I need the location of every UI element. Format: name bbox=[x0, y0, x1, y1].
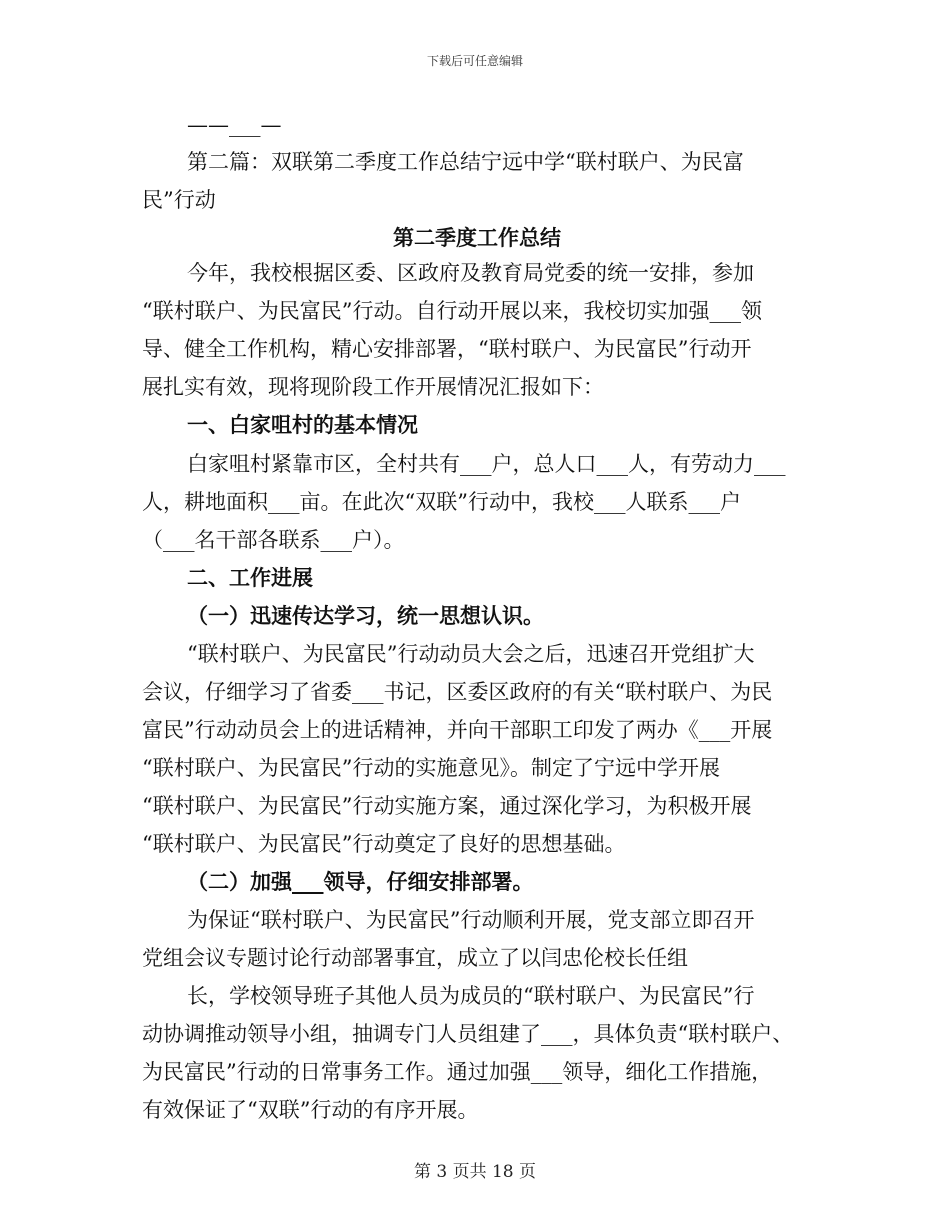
paragraph-line: 展扎实有效，现将现阶段工作开展情况汇报如下： bbox=[142, 375, 604, 399]
paragraph-line: 导、健全工作机构，精心安排部署，“联村联户、为民富民”行动开 bbox=[142, 337, 752, 361]
page-footer: 第 3 页共 18 页 bbox=[413, 1162, 537, 1182]
page-header: 下载后可任意编辑 bbox=[426, 54, 523, 68]
separator-line: ——___— bbox=[187, 113, 282, 137]
paragraph-line: 党组会议专题讨论行动部署事宜，成立了以闫忠伦校长任组 bbox=[142, 946, 688, 970]
subheading: 一、白家咀村的基本情况 bbox=[187, 412, 418, 437]
paragraph-line: “联村联户、为民富民”行动。自行动开展以来，我校切实加强___领 bbox=[142, 299, 762, 323]
paragraph-line: 动协调推动领导小组，抽调专门人员组建了___，具体负责“联村联户、 bbox=[142, 1022, 794, 1046]
section-heading: 第二季度工作总结 bbox=[393, 225, 561, 250]
paragraph-line: 白家咀村紧靠市区，全村共有___户，总人口___人，有劳动力___ bbox=[187, 452, 786, 476]
paragraph-line: “联村联户、为民富民”行动的实施意见》。制定了宁远中学开展 bbox=[142, 756, 720, 780]
chapter-title: 第二篇：双联第二季度工作总结宁远中学“联村联户、为民富 bbox=[187, 150, 744, 174]
paragraph-line: 人，耕地面积___亩。在此次“双联”行动中，我校___人联系___户 bbox=[142, 490, 741, 514]
paragraph-line: 有效保证了“双联”行动的有序开展。 bbox=[142, 1098, 479, 1122]
paragraph-line: 为保证“联村联户、为民富民”行动顺利开展，党支部立即召开 bbox=[187, 908, 755, 932]
subheading: （一）迅速传达学习，统一思想认识。 bbox=[187, 603, 544, 628]
paragraph-line: “联村联户、为民富民”行动动员大会之后，迅速召开党组扩大 bbox=[187, 642, 755, 666]
paragraph-line: 富民”行动动员会上的进话精神，并向干部职工印发了两办《___开展 bbox=[142, 718, 773, 742]
paragraph-line: “联村联户、为民富民”行动实施方案，通过深化学习，为积极开展 bbox=[142, 794, 752, 818]
chapter-title-cont: 民”行动 bbox=[142, 188, 216, 212]
subheading: 二、工作进展 bbox=[187, 565, 313, 590]
paragraph-line: 为民富民”行动的日常事务工作。通过加强___领导，细化工作措施， bbox=[142, 1060, 773, 1084]
subheading: （二）加强___领导，仔细安排部署。 bbox=[187, 869, 534, 894]
paragraph-line: 今年，我校根据区委、区政府及教育局党委的统一安排，参加 bbox=[187, 261, 754, 285]
paragraph-line: （___名干部各联系___户）。 bbox=[142, 528, 405, 552]
paragraph-line: 长，学校领导班子其他人员为成员的“联村联户、为民富民”行 bbox=[187, 984, 755, 1008]
paragraph-line: “联村联户、为民富民”行动奠定了良好的思想基础。 bbox=[142, 832, 626, 856]
paragraph-line: 会议，仔细学习了省委___书记，区委区政府的有关“联村联户、为民 bbox=[142, 680, 773, 704]
